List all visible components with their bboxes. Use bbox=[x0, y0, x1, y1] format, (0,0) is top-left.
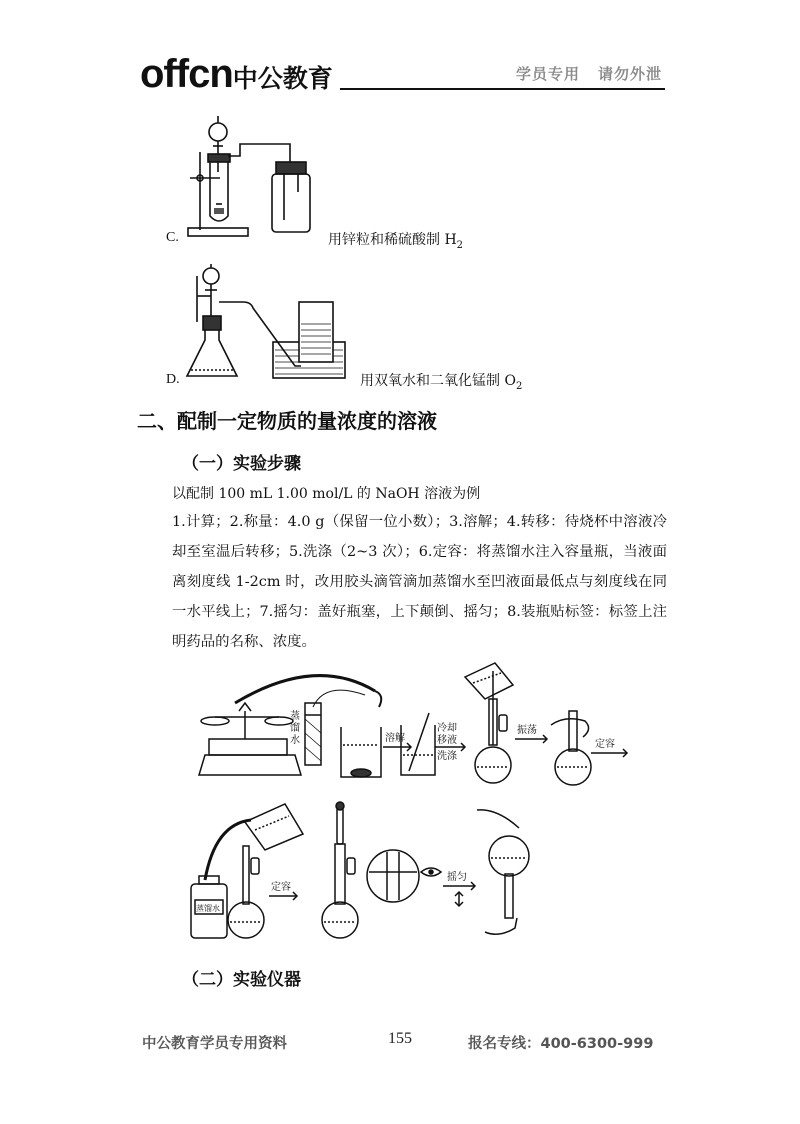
apparatus-c-figure bbox=[180, 112, 330, 242]
example-sentence: 以配制 100 mL 1.00 mol/L 的 NaOH 溶液为例 bbox=[172, 486, 481, 502]
option-c-caption bbox=[328, 229, 463, 251]
steps-text: 1.计算；2.称量：4.0 g（保留一位小数）；3.溶解；4.转移：待烧杯中溶液冷却至室温后转移；5.洗涤（2~3 次）；6.定容：将蒸馏水注入容量瓶，当液面离刻度线 1-2cm 时，改用胶头滴管滴加蒸馏水至凹液面最低点与刻度线在同一水平线上；7.摇匀：盖好瓶塞，上下颠倒、摇匀；8.装瓶贴标签：标签上注明药品的名称、浓度。 bbox=[172, 514, 667, 650]
header-rule bbox=[340, 88, 665, 90]
procedure-figure-bottom bbox=[185, 800, 545, 948]
logo-latin-text: offcn bbox=[140, 52, 233, 96]
footer-left-text: 中公教育学员专用资料 bbox=[142, 1036, 287, 1052]
label-shake: 振荡 bbox=[517, 725, 537, 736]
header-tag-left: 学员专用 bbox=[516, 65, 581, 83]
header-tag-right: 请勿外泄 bbox=[598, 65, 663, 83]
option-d-caption-sub: 2 bbox=[515, 380, 523, 392]
label-dissolve: 溶解 bbox=[385, 733, 405, 744]
label-water-2: 馏 bbox=[290, 723, 300, 734]
label-water-3: 水 bbox=[290, 735, 300, 746]
subheading-instruments: （二）实验仪器 bbox=[182, 970, 301, 990]
option-c-label: C. bbox=[166, 230, 179, 245]
header-tag bbox=[516, 63, 662, 84]
option-d-caption-text: 用双氧水和二氧化锰制 O bbox=[360, 373, 516, 389]
label-wash: 洗涤 bbox=[437, 751, 457, 762]
option-d-caption bbox=[360, 370, 522, 392]
apparatus-d-figure bbox=[185, 262, 355, 388]
option-d-label: D. bbox=[166, 372, 180, 387]
procedure-figure-top bbox=[195, 655, 635, 790]
subheading-steps: （一）实验步骤 bbox=[182, 454, 301, 474]
label-cool-1: 冷却 bbox=[437, 723, 457, 734]
label-bottle: 蒸馏水 bbox=[196, 904, 220, 913]
option-c-caption-text: 用锌粒和稀硫酸制 H bbox=[328, 232, 457, 248]
steps-paragraph bbox=[172, 507, 667, 657]
option-c-caption-sub: 2 bbox=[456, 239, 464, 251]
label-fix-volume-1: 定容 bbox=[595, 739, 615, 750]
label-fix-volume-2: 定容 bbox=[271, 882, 291, 893]
label-water-1: 蒸 bbox=[290, 711, 300, 722]
logo-cn-text: 中公教育 bbox=[232, 64, 333, 93]
brand-logo bbox=[140, 52, 350, 96]
page-number: 155 bbox=[388, 1030, 412, 1047]
section-heading: 二、配制一定物质的量浓度的溶液 bbox=[137, 409, 437, 433]
footer-hotline: 报名专线：400-6300-999 bbox=[468, 1036, 654, 1052]
label-invert: 摇匀 bbox=[447, 872, 467, 883]
label-cool-2: 移液 bbox=[437, 735, 457, 746]
